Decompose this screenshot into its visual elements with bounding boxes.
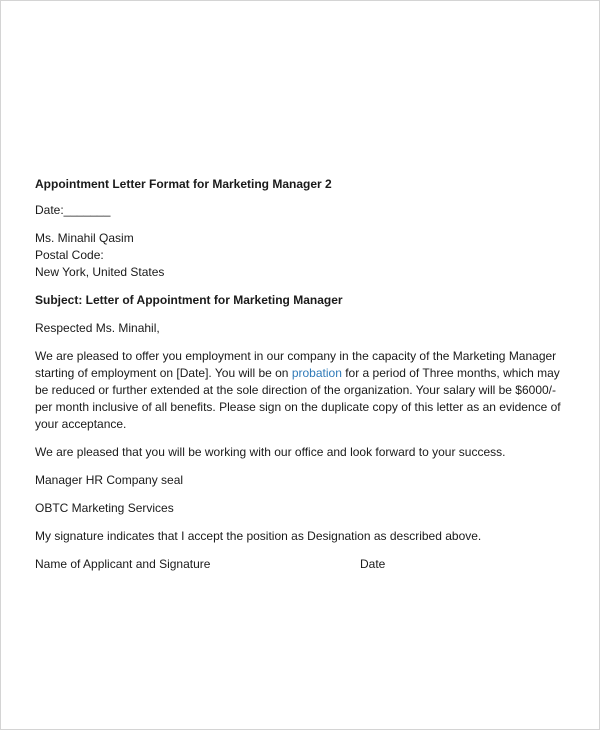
recipient-block [35,230,569,281]
recipient-name: Ms. Minahil Qasim [35,231,134,245]
applicant-signature-label: Name of Applicant and Signature [35,557,211,571]
offer-text-start: We are pleased to offer you employment in our company in the capacity of the Marketing Manager starting of employment on [Date]. You will be on [35,349,557,380]
company-seal: Manager HR Company seal [35,473,184,487]
letter-body [35,176,569,573]
welcome-paragraph: We are pleased that you will be working with our office and look forward to your success. [35,445,506,459]
signature-row [35,556,569,573]
salutation: Respected Ms. Minahil, [35,321,160,335]
recipient-postal: Postal Code: [35,248,104,262]
letter-subject: Subject: Letter of Appointment for Marketing Manager [35,293,343,307]
probation-link[interactable]: probation [291,366,342,380]
acceptance-statement: My signature indicates that I accept the position as Designation as described above. [35,529,482,543]
letter-title: Appointment Letter Format for Marketing Manager 2 [35,177,332,191]
signature-date-label: Date [360,557,386,571]
date-line: Date:_______ [35,203,111,217]
offer-text-end: for a period of Three months, which may be reduced or further extended at the sole direction of the organization. Your salary will be $6000/- per month inclusive of all benefits. Please sign on the duplicate copy of this letter as an evidence of your acceptance. [35,366,561,431]
offer-paragraph [35,348,569,433]
company-name: OBTC Marketing Services [35,501,174,515]
recipient-city: New York, United States [35,265,165,279]
